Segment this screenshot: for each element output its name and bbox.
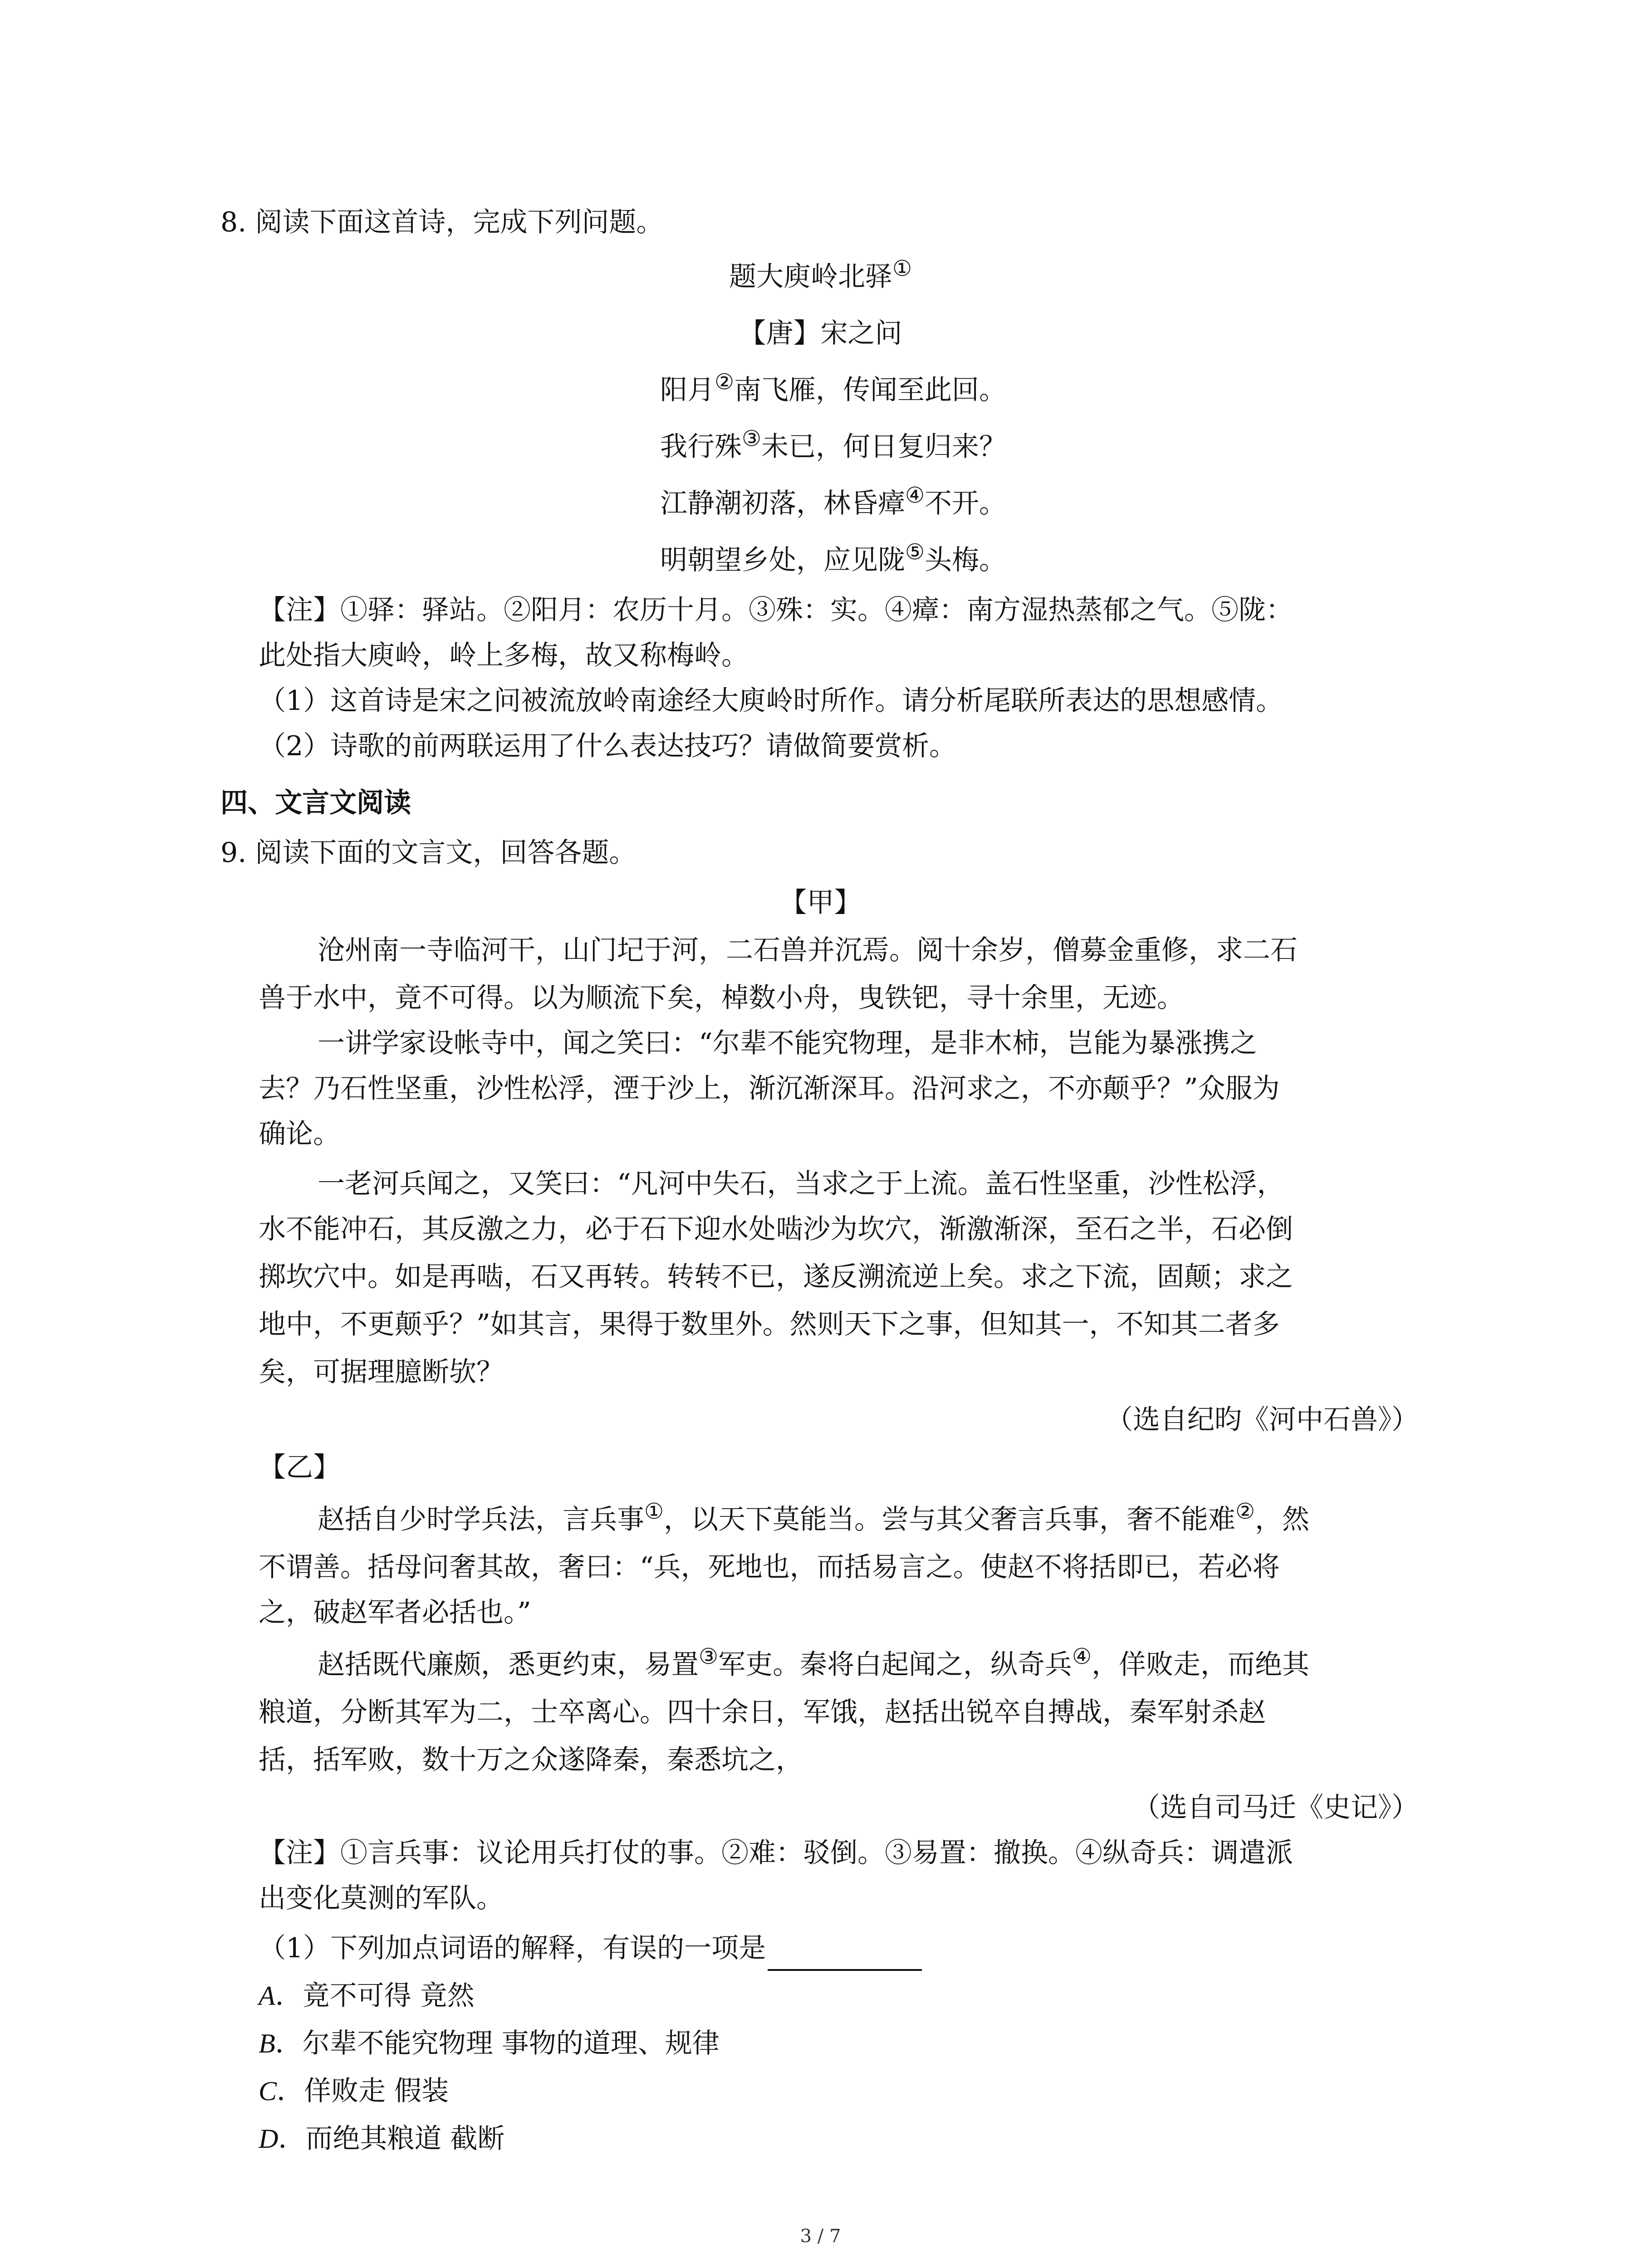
footnote-mark: ② xyxy=(715,369,735,395)
poem-title: 题大庾岭北驿 xyxy=(729,261,892,293)
passage-jia-line: 掷坎穴中。如是再啮，石又再转。转转不已，遂反溯流逆上矣。求之下流，固颠；求之 xyxy=(259,1261,1293,1293)
passage-note: 【注】①言兵事：议论用兵打仗的事。②难：驳倒。③易置：撤换。④纵奇兵：调遣派 xyxy=(259,1837,1293,1869)
passage-jia-line: 矣，可据理臆断欤？ xyxy=(259,1356,504,1388)
poem-line: 明朝望乡处，应见陇⑤头梅。 xyxy=(660,539,1007,576)
q8-subquestion-2: （2）诗歌的前两联运用了什么表达技巧？请做简要赏析。 xyxy=(259,730,957,762)
passage-jia-line: 沧州南一寺临河干，山门圮于河，二石兽并沉焉。阅十余岁，僧募金重修，求二石 xyxy=(318,934,1298,966)
passage-jia-source: （选自纪昀《河中石兽》） xyxy=(1106,1404,1419,1436)
q8-prompt: 8. 阅读下面这首诗，完成下列问题。 xyxy=(220,206,664,238)
passage-yi-label: 【乙】 xyxy=(259,1452,340,1483)
poem-line: 我行殊③未已，何日复归来？ xyxy=(660,426,1007,463)
poem-title-line xyxy=(0,254,1641,301)
footnote-mark: ① xyxy=(644,1499,664,1524)
option-a: A．竟不可得 竟然 xyxy=(259,1980,475,2012)
footnote-mark: ④ xyxy=(905,483,925,508)
q9-subquestion-1: （1）下列加点词语的解释，有误的一项是 xyxy=(259,1926,922,1971)
poem-note: 【注】①驿：驿站。②阳月：农历十月。③殊：实。④瘴：南方湿热蒸郁之气。⑤陇： xyxy=(259,594,1293,626)
footnote-mark: ② xyxy=(1235,1499,1255,1524)
q9-prompt: 9. 阅读下面的文言文，回答各题。 xyxy=(220,837,637,869)
footnote-mark: ③ xyxy=(742,426,762,451)
passage-yi-line: 赵括自少时学兵法，言兵事①，以天下莫能当。尝与其父奢言兵事，奢不能难②，然 xyxy=(318,1499,1310,1535)
footnote-mark: ④ xyxy=(1072,1644,1092,1669)
poem-author: 【唐】宋之问 xyxy=(739,318,902,349)
passage-jia-line: 兽于水中，竟不可得。以为顺流下矣，棹数小舟，曳铁钯，寻十余里，无迹。 xyxy=(259,982,1184,1014)
option-b: B．尔辈不能究物理 事物的道理、规律 xyxy=(259,2028,720,2059)
poem-line: 江静潮初落，林昏瘴④不开。 xyxy=(660,483,1007,519)
poem-title-footnote-mark: ① xyxy=(892,256,912,281)
footnote-mark: ⑤ xyxy=(905,539,925,565)
q8-subquestion-1: （1）这首诗是宋之问被流放岭南途经大庾岭时所作。请分析尾联所表达的思想感情。 xyxy=(259,685,1283,717)
passage-yi-line: 赵括既代廉颇，悉更约束，易置③军吏。秦将白起闻之，纵奇兵④，佯败走，而绝其 xyxy=(318,1644,1310,1681)
passage-jia-line: 一讲学家设帐寺中，闻之笑曰：“尔辈不能究物理，是非木柿，岂能为暴涨携之 xyxy=(318,1027,1257,1059)
passage-jia-line: 水不能冲石，其反激之力，必于石下迎水处啮沙为坎穴，渐激渐深，至石之半，石必倒 xyxy=(259,1213,1293,1245)
footnote-mark: ③ xyxy=(699,1644,719,1669)
passage-jia-line: 确论。 xyxy=(259,1118,340,1150)
poem-note-continued: 此处指大庾岭，岭上多梅，故又称梅岭。 xyxy=(259,640,749,671)
passage-note-continued: 出变化莫测的军队。 xyxy=(259,1882,504,1914)
passage-yi-line: 之，破赵军者必括也。” xyxy=(259,1597,531,1628)
answer-blank[interactable] xyxy=(768,1937,922,1971)
page-number: 3 / 7 xyxy=(800,2226,841,2247)
passage-jia-line: 一老河兵闻之，又笑曰：“凡河中失石，当求之于上流。盖石性坚重，沙性松浮， xyxy=(318,1168,1284,1200)
passage-yi-line: 括，括军败，数十万之众遂降秦，秦悉坑之， xyxy=(259,1744,803,1776)
passage-yi-line: 不谓善。括母问奢其故，奢曰：“兵，死地也，而括易言之。使赵不将括即已，若必将 xyxy=(259,1551,1280,1583)
option-c: C．佯败走 假装 xyxy=(259,2075,449,2107)
section-heading: 四、文言文阅读 xyxy=(220,787,411,819)
option-d: D．而绝其粮道 截断 xyxy=(259,2123,505,2155)
passage-jia-line: 去？乃石性坚重，沙性松浮，湮于沙上，渐沉渐深耳。沿河求之，不亦颠乎？”众服为 xyxy=(259,1073,1280,1105)
passage-jia-line: 地中，不更颠乎？”如其言，果得于数里外。然则天下之事，但知其一，不知其二者多 xyxy=(259,1309,1280,1340)
passage-yi-source: （选自司马迁《史记》） xyxy=(1133,1792,1419,1823)
passage-jia-label: 【甲】 xyxy=(779,887,862,919)
passage-yi-line: 粮道，分断其军为二，士卒离心。四十余日，军饿，赵括出锐卒自搏战，秦军射杀赵 xyxy=(259,1696,1266,1728)
poem-line: 阳月②南飞雁，传闻至此回。 xyxy=(660,369,1007,406)
